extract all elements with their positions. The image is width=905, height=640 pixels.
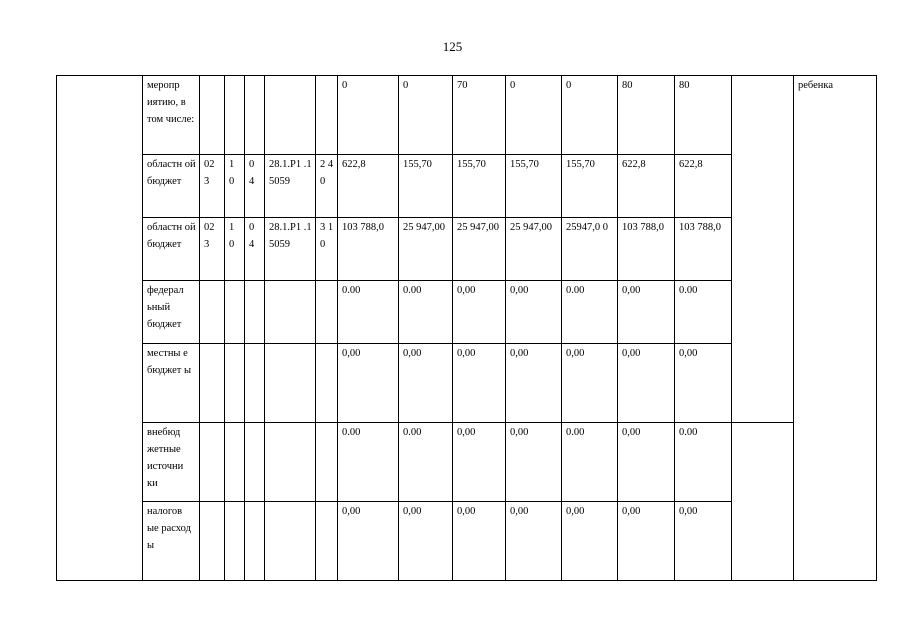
amount-cell: 0 — [562, 76, 618, 155]
table-row — [57, 76, 877, 155]
csr-code-cell — [265, 502, 316, 581]
amount-cell: 0,00 — [453, 344, 506, 423]
amount-cell: 0,00 — [675, 502, 732, 581]
amount-cell: 0,00 — [618, 344, 675, 423]
amount-cell: 103 788,0 — [618, 218, 675, 281]
grbs-code-cell — [200, 423, 225, 502]
vr-code-cell — [316, 502, 338, 581]
rz-code-cell — [225, 502, 245, 581]
amount-cell: 0.00 — [562, 423, 618, 502]
amount-cell: 622,8 — [338, 155, 399, 218]
amount-cell: 25 947,00 — [453, 218, 506, 281]
pr-code-cell — [245, 344, 265, 423]
amount-cell: 0,00 — [399, 344, 453, 423]
amount-cell: 0,00 — [562, 502, 618, 581]
amount-cell: 0,00 — [618, 502, 675, 581]
amount-cell: 0 — [338, 76, 399, 155]
amount-cell: 80 — [675, 76, 732, 155]
rz-code-cell — [225, 281, 245, 344]
funding-source-cell: местны е бюджет ы — [143, 344, 200, 423]
pr-code-cell — [245, 76, 265, 155]
vr-code-cell: 3 1 0 — [316, 218, 338, 281]
amount-cell: 0,00 — [399, 502, 453, 581]
rz-code-cell — [225, 76, 245, 155]
funding-source-cell: областн ой бюджет — [143, 218, 200, 281]
amount-cell: 0 — [506, 76, 562, 155]
amount-cell: 0,00 — [675, 344, 732, 423]
amount-cell: 0,00 — [506, 502, 562, 581]
rz-code-cell — [225, 344, 245, 423]
vr-code-cell — [316, 423, 338, 502]
amount-cell: 622,8 — [618, 155, 675, 218]
amount-cell: 0,00 — [338, 502, 399, 581]
grbs-code-cell — [200, 344, 225, 423]
amount-cell: 0.00 — [675, 423, 732, 502]
amount-cell: 0,00 — [618, 281, 675, 344]
blank-cell — [732, 76, 794, 423]
vr-code-cell — [316, 344, 338, 423]
csr-code-cell — [265, 76, 316, 155]
amount-cell: 622,8 — [675, 155, 732, 218]
grbs-code-cell — [200, 502, 225, 581]
amount-cell: 155,70 — [399, 155, 453, 218]
table-row — [57, 423, 877, 502]
amount-cell: 0.00 — [399, 281, 453, 344]
funding-source-cell: внебюд жетные источни ки — [143, 423, 200, 502]
vr-code-cell — [316, 281, 338, 344]
amount-cell: 0.00 — [338, 281, 399, 344]
rz-code-cell — [225, 423, 245, 502]
amount-cell: 0,00 — [618, 423, 675, 502]
amount-cell: 0.00 — [399, 423, 453, 502]
pr-code-cell: 0 4 — [245, 218, 265, 281]
amount-cell: 0,00 — [562, 344, 618, 423]
grbs-code-cell: 02 3 — [200, 155, 225, 218]
funding-source-cell: федерал ьный бюджет — [143, 281, 200, 344]
amount-cell: 0 — [399, 76, 453, 155]
grbs-code-cell: 02 3 — [200, 218, 225, 281]
amount-cell: 0.00 — [675, 281, 732, 344]
csr-code-cell — [265, 344, 316, 423]
funding-source-cell: налогов ые расход ы — [143, 502, 200, 581]
pr-code-cell — [245, 423, 265, 502]
csr-code-cell: 28.1.P1 .15059 — [265, 155, 316, 218]
pr-code-cell — [245, 502, 265, 581]
amount-cell: 25 947,00 — [399, 218, 453, 281]
amount-cell: 70 — [453, 76, 506, 155]
amount-cell: 155,70 — [562, 155, 618, 218]
vr-code-cell: 2 4 0 — [316, 155, 338, 218]
amount-cell: 80 — [618, 76, 675, 155]
amount-cell: 0,00 — [453, 423, 506, 502]
budget-table — [56, 75, 877, 581]
amount-cell: 25 947,00 — [506, 218, 562, 281]
amount-cell: 25947,0 0 — [562, 218, 618, 281]
csr-code-cell: 28.1.P1 .15059 — [265, 218, 316, 281]
amount-cell: 0,00 — [506, 281, 562, 344]
amount-cell: 0,00 — [453, 281, 506, 344]
amount-cell: 155,70 — [506, 155, 562, 218]
pr-code-cell: 0 4 — [245, 155, 265, 218]
amount-cell: 0.00 — [338, 423, 399, 502]
vr-code-cell — [316, 76, 338, 155]
csr-code-cell — [265, 281, 316, 344]
funding-source-cell: областн ой бюджет — [143, 155, 200, 218]
amount-cell: 0,00 — [338, 344, 399, 423]
grbs-code-cell — [200, 76, 225, 155]
blank-cell — [732, 423, 794, 581]
csr-code-cell — [265, 423, 316, 502]
result-note-cell: ребенка — [794, 76, 877, 581]
rz-code-cell: 1 0 — [225, 218, 245, 281]
left-blank-cell — [57, 76, 143, 581]
amount-cell: 0,00 — [506, 423, 562, 502]
pr-code-cell — [245, 281, 265, 344]
page-number: 125 — [442, 39, 463, 54]
grbs-code-cell — [200, 281, 225, 344]
rz-code-cell: 1 0 — [225, 155, 245, 218]
amount-cell: 0.00 — [562, 281, 618, 344]
amount-cell: 103 788,0 — [338, 218, 399, 281]
amount-cell: 0,00 — [453, 502, 506, 581]
funding-source-cell: меропр иятию, в том числе: — [143, 76, 200, 155]
amount-cell: 155,70 — [453, 155, 506, 218]
amount-cell: 0,00 — [506, 344, 562, 423]
amount-cell: 103 788,0 — [675, 218, 732, 281]
